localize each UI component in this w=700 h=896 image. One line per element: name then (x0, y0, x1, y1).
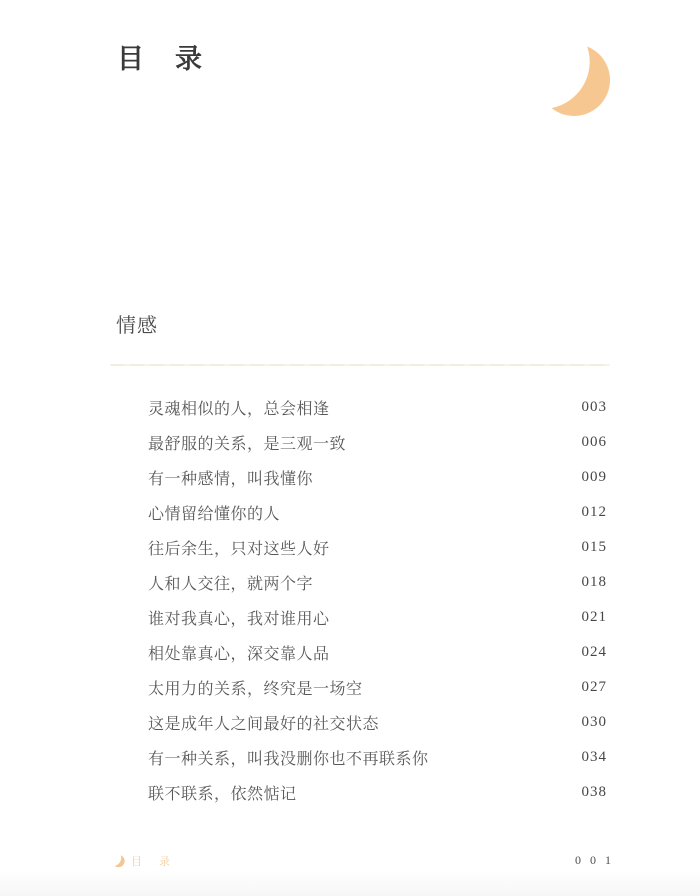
toc-entry (148, 565, 607, 600)
toc-entry-title: 有一种关系，叫我没删你也不再联系你 (148, 751, 429, 768)
toc-entry-title: 往后余生，只对这些人好 (148, 541, 330, 558)
section-divider (110, 364, 610, 366)
toc-entry-title: 谁对我真心，我对谁用心 (148, 611, 330, 628)
toc-entry-page: 027 (581, 679, 607, 695)
toc-entry (148, 425, 607, 460)
toc-entry-title: 灵魂相似的人，总会相逢 (148, 401, 330, 418)
toc-entry (148, 670, 607, 705)
toc-entry-page: 034 (581, 749, 607, 765)
footer-label: 目 录 (131, 856, 173, 868)
toc-entry (148, 390, 607, 425)
footer-crescent-moon-icon (114, 854, 126, 868)
toc-entry (148, 495, 607, 530)
toc-entry-title: 心情留给懂你的人 (148, 506, 281, 523)
toc-entry (148, 635, 607, 670)
toc-entry-page: 012 (581, 504, 607, 520)
toc-entry-page: 018 (581, 574, 607, 590)
toc-entry (148, 775, 607, 810)
toc-entry (148, 460, 607, 495)
toc-entry-page: 024 (581, 644, 607, 660)
toc-entry-title: 人和人交往，就两个字 (148, 576, 314, 593)
toc-entry-page: 038 (581, 784, 607, 800)
toc-entry-page: 009 (581, 469, 607, 485)
section-title: 情感 (116, 315, 158, 337)
toc-entry-page: 003 (581, 399, 607, 415)
toc-entry (148, 740, 607, 775)
toc-entry (148, 705, 607, 740)
toc-entry-page: 030 (581, 714, 607, 730)
footer-running-head (114, 853, 173, 869)
toc-entry-title: 联不联系，依然惦记 (148, 786, 297, 803)
toc-entry-page: 021 (581, 609, 607, 625)
toc-entry (148, 530, 607, 565)
page-title: 目 录 (117, 44, 204, 74)
toc-entry-title: 最舒服的关系，是三观一致 (148, 436, 347, 453)
toc-entry-title: 相处靠真心，深交靠人品 (148, 646, 330, 663)
toc-entry (148, 600, 607, 635)
crescent-moon-icon (548, 40, 618, 120)
scan-shadow (0, 870, 700, 896)
toc-entry-title: 这是成年人之间最好的社交状态 (148, 716, 380, 733)
toc-entry-title: 有一种感情，叫我懂你 (148, 471, 314, 488)
toc-entry-title: 太用力的关系，终究是一场空 (148, 681, 363, 698)
footer-page-number: 0 0 1 (575, 853, 614, 867)
toc-list (148, 390, 607, 810)
toc-entry-page: 015 (581, 539, 607, 555)
toc-entry-page: 006 (581, 434, 607, 450)
